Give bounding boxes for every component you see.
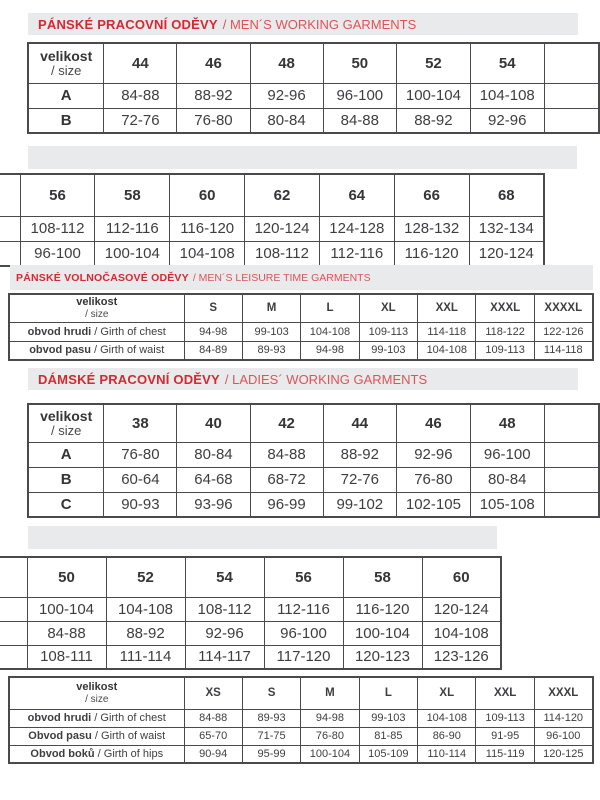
value-cell: 104-108 [106, 597, 185, 621]
table-row [0, 645, 501, 669]
value-cell: 116-120 [394, 241, 469, 266]
size-column-header: XL [418, 677, 476, 709]
value-cell: 89-93 [242, 709, 300, 727]
size-column-header: XXXXL [534, 294, 592, 322]
size-header-cell: velikost / size [28, 404, 104, 442]
value-cell: 92-96 [397, 442, 471, 467]
value-cell: 72-76 [104, 108, 177, 133]
value-cell: 108-112 [20, 216, 95, 241]
value-cell: 99-103 [359, 709, 417, 727]
value-cell: 109-113 [476, 341, 534, 360]
value-cell: 120-124 [469, 241, 544, 266]
value-cell: 96-100 [20, 241, 95, 266]
value-cell: 84-88 [323, 108, 396, 133]
value-cell: 96-100 [534, 727, 592, 745]
size-column-header: XL [359, 294, 417, 322]
value-cell: 99-103 [242, 322, 300, 341]
size-column-header: 38 [104, 404, 177, 442]
size-column-header: XXXL [534, 677, 592, 709]
value-cell: 122-126 [534, 322, 592, 341]
cropped-column-header [544, 43, 599, 83]
size-column-header: 60 [422, 557, 501, 597]
size-column-header: 42 [250, 404, 323, 442]
ladies-measurements-table [8, 676, 594, 764]
size-header-cell: velikost / size [28, 43, 104, 83]
value-cell: 96-100 [470, 442, 544, 467]
size-column-header: XXL [418, 294, 476, 322]
table-row [28, 442, 599, 467]
value-cell: 80-84 [250, 108, 323, 133]
cropped-cell [544, 467, 599, 492]
size-column-header: 48 [470, 404, 544, 442]
value-cell: 91-95 [476, 727, 534, 745]
table-row [9, 341, 593, 360]
ladies-working-title-band [28, 368, 578, 390]
value-cell: 100-104 [343, 621, 422, 645]
size-column-header: 54 [470, 43, 544, 83]
value-cell: 104-108 [422, 621, 501, 645]
row-label: Obvod boků / Girth of hips [9, 745, 184, 763]
cropped-cell [0, 621, 27, 645]
mens-working-table-lower [0, 173, 545, 267]
cropped-cell [544, 492, 599, 517]
value-cell: 124-128 [319, 216, 394, 241]
value-cell: 84-88 [250, 442, 323, 467]
value-cell: 104-108 [301, 322, 359, 341]
size-column-header: 44 [323, 404, 396, 442]
value-cell: 114-118 [534, 341, 592, 360]
table-header-row [28, 404, 599, 442]
cropped-cell [0, 557, 27, 597]
table-row [9, 709, 593, 727]
table-row [0, 216, 544, 241]
value-cell: 128-132 [394, 216, 469, 241]
cropped-cell [544, 108, 599, 133]
value-cell: 76-80 [301, 727, 359, 745]
value-cell: 114-117 [185, 645, 264, 669]
value-cell: 84-88 [27, 621, 106, 645]
cropped-cell [0, 645, 27, 669]
size-column-header: 56 [20, 174, 95, 216]
mens-working-title-band [28, 13, 578, 35]
cropped-column-header [544, 404, 599, 442]
value-cell: 94-98 [301, 341, 359, 360]
value-cell: 114-120 [534, 709, 592, 727]
value-cell: 89-93 [242, 341, 300, 360]
cropped-cell [0, 216, 20, 241]
row-label: obvod hrudi / Girth of chest [9, 709, 184, 727]
value-cell: 120-125 [534, 745, 592, 763]
size-column-header: 46 [397, 404, 471, 442]
table-header-row [9, 677, 593, 709]
mens-leisure-title-en: / MEN´S LEISURE TIME GARMENTS [192, 271, 371, 284]
table-header-row [28, 43, 599, 83]
value-cell: 68-72 [250, 467, 323, 492]
value-cell: 105-109 [359, 745, 417, 763]
table-row [9, 745, 593, 763]
value-cell: 111-114 [106, 645, 185, 669]
mens-working-table-upper [27, 42, 600, 134]
size-column-header: XS [184, 677, 242, 709]
value-cell: 84-88 [104, 83, 177, 108]
value-cell: 105-108 [470, 492, 544, 517]
value-cell: 104-108 [170, 241, 245, 266]
value-cell: 84-89 [184, 341, 242, 360]
value-cell: 94-98 [184, 322, 242, 341]
value-cell: 104-108 [470, 83, 544, 108]
mens-leisure-title-cs: PÁNSKÉ VOLNOČASOVÉ ODĚVY [16, 271, 189, 284]
value-cell: 88-92 [323, 442, 396, 467]
value-cell: 94-98 [301, 709, 359, 727]
value-cell: 76-80 [177, 108, 250, 133]
row-label: obvod pasu / Girth of waist [9, 341, 184, 360]
value-cell: 120-123 [343, 645, 422, 669]
value-cell: 117-120 [264, 645, 343, 669]
value-cell: 132-134 [469, 216, 544, 241]
value-cell: 64-68 [177, 467, 250, 492]
size-column-header: L [359, 677, 417, 709]
table-row [0, 597, 501, 621]
size-column-header: 52 [106, 557, 185, 597]
separator-band [28, 146, 577, 169]
size-column-header: M [242, 294, 300, 322]
table-row [0, 621, 501, 645]
row-label: Obvod pasu / Girth of waist [9, 727, 184, 745]
size-column-header: M [301, 677, 359, 709]
value-cell: 92-96 [250, 83, 323, 108]
value-cell: 84-88 [184, 709, 242, 727]
value-cell: 108-112 [245, 241, 320, 266]
table-row [28, 467, 599, 492]
row-label: A [28, 83, 104, 108]
value-cell: 116-120 [343, 597, 422, 621]
cropped-cell [0, 174, 20, 216]
value-cell: 104-108 [418, 341, 476, 360]
value-cell: 71-75 [242, 727, 300, 745]
value-cell: 115-119 [476, 745, 534, 763]
mens-leisure-table [8, 293, 594, 361]
value-cell: 99-102 [323, 492, 396, 517]
ladies-working-title-en: / LADIES´ WORKING GARMENTS [224, 371, 428, 387]
row-label: B [28, 467, 104, 492]
cropped-cell [544, 442, 599, 467]
table-row [0, 241, 544, 266]
size-column-header: 62 [245, 174, 320, 216]
value-cell: 120-124 [245, 216, 320, 241]
cropped-cell [544, 83, 599, 108]
size-column-header: 66 [394, 174, 469, 216]
mens-working-title-cs: PÁNSKÉ PRACOVNÍ ODĚVY [38, 16, 218, 32]
size-column-header: 44 [104, 43, 177, 83]
row-label: A [28, 442, 104, 467]
size-column-header: 60 [170, 174, 245, 216]
table-header-row [9, 294, 593, 322]
value-cell: 92-96 [185, 621, 264, 645]
table-row [28, 108, 599, 133]
size-column-header: 48 [250, 43, 323, 83]
value-cell: 109-113 [476, 709, 534, 727]
value-cell: 123-126 [422, 645, 501, 669]
cropped-cell [0, 597, 27, 621]
value-cell: 80-84 [470, 467, 544, 492]
mens-leisure-title-band [10, 265, 593, 290]
row-label: obvod hrudi / Girth of chest [9, 322, 184, 341]
value-cell: 80-84 [177, 442, 250, 467]
size-column-header: 40 [177, 404, 250, 442]
value-cell: 88-92 [177, 83, 250, 108]
separator-band [28, 526, 497, 549]
row-label: B [28, 108, 104, 133]
value-cell: 114-118 [418, 322, 476, 341]
size-header-cell: velikost / size [9, 294, 184, 322]
size-column-header: 54 [185, 557, 264, 597]
table-row [9, 727, 593, 745]
cropped-cell [0, 241, 20, 266]
value-cell: 76-80 [397, 467, 471, 492]
value-cell: 118-122 [476, 322, 534, 341]
value-cell: 90-93 [104, 492, 177, 517]
size-column-header: 50 [323, 43, 396, 83]
value-cell: 110-114 [418, 745, 476, 763]
value-cell: 86-90 [418, 727, 476, 745]
value-cell: 90-94 [184, 745, 242, 763]
size-column-header: XXXL [476, 294, 534, 322]
table-header-row [0, 174, 544, 216]
table-row [9, 322, 593, 341]
size-column-header: L [301, 294, 359, 322]
size-column-header: 58 [343, 557, 422, 597]
size-column-header: 58 [95, 174, 170, 216]
value-cell: 88-92 [106, 621, 185, 645]
value-cell: 93-96 [177, 492, 250, 517]
table-row [28, 492, 599, 517]
size-column-header: 64 [319, 174, 394, 216]
value-cell: 108-112 [185, 597, 264, 621]
value-cell: 116-120 [170, 216, 245, 241]
mens-working-title-en: / MEN´S WORKING GARMENTS [222, 16, 417, 32]
value-cell: 96-100 [264, 621, 343, 645]
value-cell: 112-116 [319, 241, 394, 266]
value-cell: 100-104 [301, 745, 359, 763]
value-cell: 95-99 [242, 745, 300, 763]
size-column-header: 56 [264, 557, 343, 597]
size-column-header: S [184, 294, 242, 322]
size-column-header: 50 [27, 557, 106, 597]
table-header-row [0, 557, 501, 597]
value-cell: 60-64 [104, 467, 177, 492]
value-cell: 99-103 [359, 341, 417, 360]
ladies-working-table-upper [27, 403, 600, 518]
value-cell: 65-70 [184, 727, 242, 745]
row-label: C [28, 492, 104, 517]
table-row [28, 83, 599, 108]
value-cell: 76-80 [104, 442, 177, 467]
value-cell: 108-111 [27, 645, 106, 669]
value-cell: 72-76 [323, 467, 396, 492]
size-column-header: 52 [397, 43, 471, 83]
value-cell: 100-104 [95, 241, 170, 266]
value-cell: 96-99 [250, 492, 323, 517]
size-column-header: S [242, 677, 300, 709]
value-cell: 96-100 [323, 83, 396, 108]
value-cell: 104-108 [418, 709, 476, 727]
value-cell: 109-113 [359, 322, 417, 341]
ladies-working-title-cs: DÁMSKÉ PRACOVNÍ ODĚVY [38, 371, 220, 387]
size-column-header: XXL [476, 677, 534, 709]
ladies-working-table-lower [0, 556, 502, 670]
value-cell: 92-96 [470, 108, 544, 133]
value-cell: 81-85 [359, 727, 417, 745]
value-cell: 100-104 [397, 83, 471, 108]
value-cell: 112-116 [264, 597, 343, 621]
size-column-header: 68 [469, 174, 544, 216]
value-cell: 88-92 [397, 108, 471, 133]
value-cell: 100-104 [27, 597, 106, 621]
value-cell: 120-124 [422, 597, 501, 621]
value-cell: 102-105 [397, 492, 471, 517]
size-column-header: 46 [177, 43, 250, 83]
size-header-cell: velikost / size [9, 677, 184, 709]
value-cell: 112-116 [95, 216, 170, 241]
